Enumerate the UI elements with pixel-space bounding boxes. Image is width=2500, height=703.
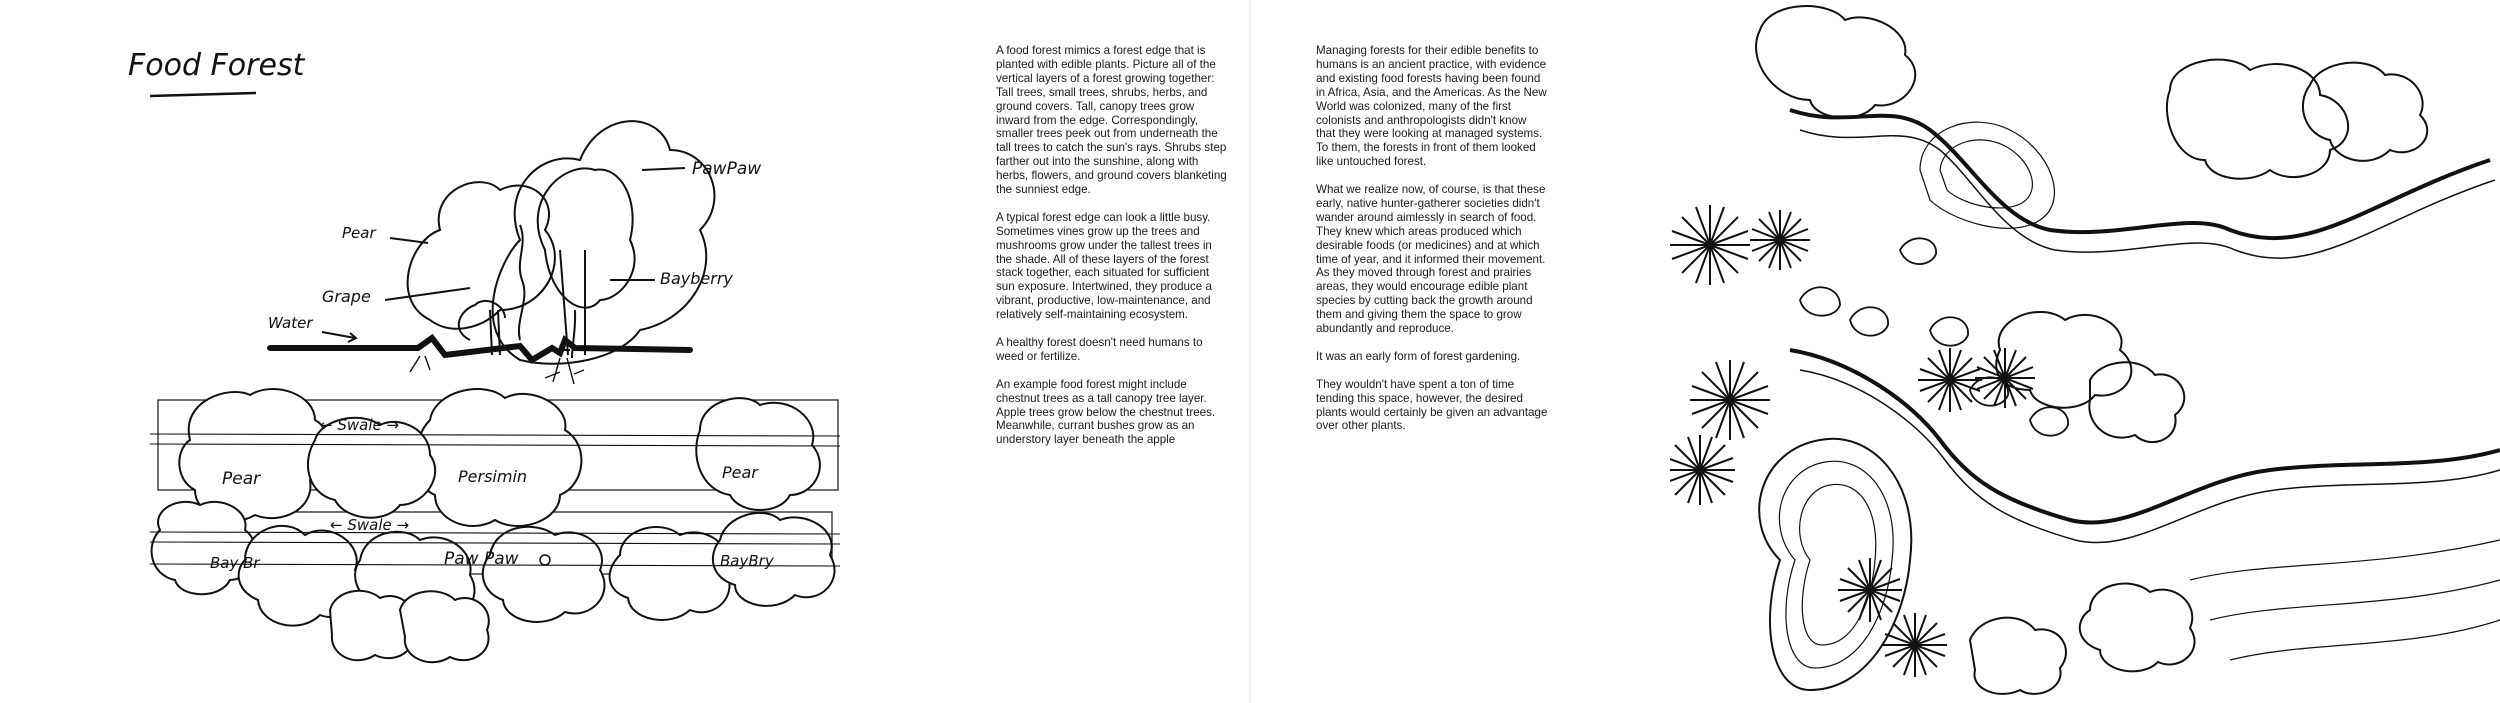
paragraph: Managing forests for their edible benefits to humans is an ancient practice, with evidence and existing food forests having been found in Africa, Asia, and the Americas. As the New World was colonized, many of the first colonists and anthropologists didn't know that they were looking at managed systems. To them, the forests in front of them looked like untouched forest. — [1316, 44, 1547, 169]
pine-tree-icon — [1838, 558, 1902, 622]
pine-tree-icon — [1670, 205, 1750, 285]
plan-label-pawpaw: Paw Paw — [444, 549, 519, 569]
paragraph: A food forest mimics a forest edge that is planted with edible plants. Picture all of the vertical layers of a forest growing together: Tall trees, small trees, shrubs, herbs, and ground covers. Tall, canopy trees grow inward from the edge. Correspondingly, smaller trees peek out from underneath the tall trees to catch the sun's rays. Shrubs step farther out into the sunshine, along with herbs, flowers, and ground covers blanketing the sunniest edge. — [996, 44, 1227, 197]
stream-lower — [1790, 350, 2500, 523]
stream-upper-bank — [1800, 130, 2495, 258]
right-page — [1250, 0, 2500, 703]
pear-arrow — [390, 238, 428, 243]
food-forest-sketch — [0, 0, 900, 703]
grape-arrow — [385, 288, 470, 300]
plan-tree-persimmon — [416, 389, 582, 526]
article-column-2 — [1316, 44, 1548, 447]
plan-label-bayberry-right: BayBry — [720, 552, 774, 570]
plan-tree-pear-left — [179, 389, 327, 521]
top-left-canopy — [1756, 6, 1915, 118]
sketch-title: Food Forest — [128, 48, 305, 83]
plan-tree-pear-right — [696, 398, 820, 510]
plan-label-swale-bottom: ← Swale → — [330, 516, 410, 534]
pear-side-canopy — [408, 182, 555, 329]
bottom-canopy — [2080, 584, 2195, 672]
pine-tree-icon — [1670, 435, 1735, 505]
grape-vine — [519, 225, 524, 340]
bayberry-canopy — [538, 168, 635, 307]
contour-mound — [1759, 439, 1911, 690]
paragraph: A healthy forest doesn't need humans to weed or fertilize. — [996, 336, 1203, 363]
label-bayberry: Bayberry — [660, 269, 733, 288]
water-arrow — [322, 332, 356, 342]
label-grape: Grape — [322, 287, 371, 306]
pine-tree-icon — [1975, 348, 2035, 408]
bottom-canopy-2 — [1970, 618, 2066, 694]
label-water: Water — [268, 314, 313, 332]
plan-shrub-7 — [330, 591, 414, 660]
paragraph: What we realize now, of course, is that these early, native hunter-gatherer societies didn't wander around aimlessly in search of food. They knew which areas produced which desirable foods (or medicines) and at which time of year, and it informed their movement. As they moved through forest and prairies areas, they would encourage edible plant species by cutting back the growth around them and giving them the space to grow abundantly and reproduce. — [1316, 183, 1546, 336]
plan-label-pear-right: Pear — [722, 463, 758, 482]
side-view — [270, 121, 714, 384]
upper-canopy-2 — [2303, 63, 2427, 161]
plan-label-bayberry-left: Bay Br — [210, 554, 260, 572]
plan-view — [150, 389, 840, 662]
plan-label-persimmon: Persimin — [458, 467, 528, 486]
pawpaw-tree-canopy — [493, 121, 715, 364]
rocks — [1800, 238, 2068, 435]
landscape-illustration — [1670, 0, 2500, 703]
paragraph: A typical forest edge can look a little busy. Sometimes vines grow up the trees and mushrooms grow under the tallest trees in the shade. All of these layers of the forest stack together, each situated for sufficient sun exposure. Intertwined, they produce a vibrant, productive, low-maintenance, and relatively self-maintaining ecosystem. — [996, 210, 1212, 322]
paragraph: They wouldn't have spent a ton of time tending this space, however, the desired plants would certainly be given an advantage over other plants. — [1316, 377, 1548, 433]
upper-canopy — [2167, 60, 2348, 179]
water-ripples — [2190, 540, 2500, 660]
label-pear: Pear — [342, 224, 376, 242]
pine-tree-icon — [1750, 210, 1810, 270]
middle-canopy — [1996, 312, 2131, 408]
plan-shrub-5 — [610, 527, 730, 620]
plan-label-swale-top: ← Swale → — [320, 416, 400, 434]
label-pawpaw: PawPaw — [692, 159, 762, 179]
pine-tree-icon — [1690, 360, 1770, 440]
stream-lower-bank — [1800, 370, 2500, 543]
title-underline — [150, 93, 256, 96]
article-column-1 — [996, 44, 1228, 461]
pine-tree-icon — [1918, 348, 1982, 412]
plan-label-pear-left: Pear — [222, 469, 261, 489]
water-line — [270, 338, 690, 360]
plan-shrub-4 — [483, 527, 605, 622]
paragraph: An example food forest might include chestnut trees as a tall canopy tree layer. Apple trees grow below the chestnut trees. Meanwhile, currant bushes grow as an understory layer beneath the apple — [996, 377, 1216, 447]
pawpaw-arrow — [642, 168, 685, 170]
roots — [410, 356, 584, 384]
stream-upper — [1790, 110, 2490, 238]
paragraph: It was an early form of forest gardening. — [1316, 349, 1521, 363]
plan-shrub-8 — [400, 591, 489, 662]
pine-tree-icon — [1883, 613, 1947, 677]
middle-canopy-2 — [2089, 362, 2184, 442]
